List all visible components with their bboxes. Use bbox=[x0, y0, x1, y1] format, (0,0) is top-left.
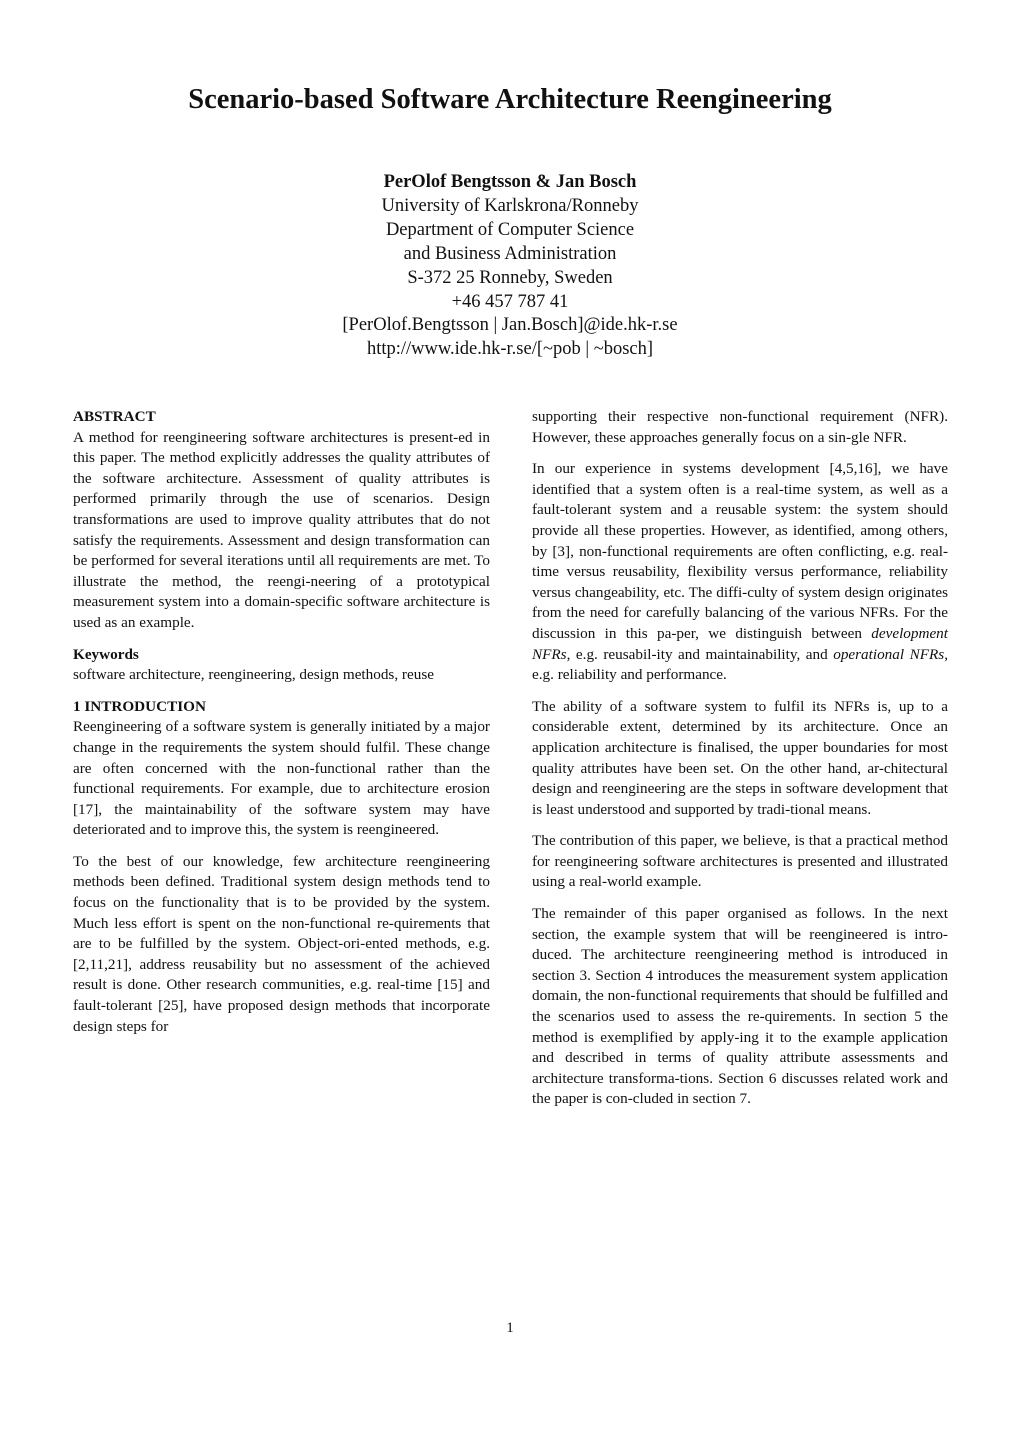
affiliation-address: S-372 25 Ronneby, Sweden bbox=[407, 267, 613, 288]
right-column bbox=[532, 407, 948, 1121]
intro-paragraph-3 bbox=[532, 459, 948, 686]
keywords-text: software architecture, reengineering, design methods, reuse bbox=[73, 666, 434, 684]
keywords-heading: Keywords bbox=[73, 645, 139, 663]
affiliation-url: http://www.ide.hk-r.se/[~pob | ~bosch] bbox=[366, 339, 654, 360]
intro-p3-end: , e.g. reliability and performance. bbox=[532, 645, 948, 684]
intro-p3-term-development-nfrs: development NFRs bbox=[532, 624, 948, 663]
intro-p3-mid: , e.g. reusabil-ity and maintainability, and bbox=[566, 645, 834, 663]
paper-title: Scenario-based Software Architecture Reengineering bbox=[188, 84, 832, 115]
affiliation-university: University of Karlskrona/Ronneby bbox=[381, 195, 639, 216]
author-names: PerOlof Bengtsson & Jan Bosch bbox=[383, 172, 637, 192]
affiliation-email: [PerOlof.Bengtsson | Jan.Bosch]@ide.hk-r.se bbox=[342, 315, 678, 336]
abstract-text: A method for reengineering software architectures is present-ed in this paper. The method explicitly addresses the quality attributes of the software architecture. Assessment of quality attributes is performed primarily through the use of scenarios. Design transformations are used to improve quality attributes that do not satisfy the requirements. Assessment and design transformation can be performed for several iterations until all requirements are met. To illustrate the method, the reengi-neering of a prototypical measurement system into a domain-specific software architecture is used as an example. bbox=[73, 428, 490, 631]
intro-p3-term-operational-nfrs: operational NFRs bbox=[833, 645, 945, 663]
affiliation-department: Department of Computer Science bbox=[385, 219, 635, 240]
intro-paragraph-6: The remainder of this paper organised as follows. In the next section, the example system that will be reengineered is intro-duced. The architecture reengineering method is introduced in section 3. Section 4 introduces the measurement system application domain, the non-functional requirements that should be fulfilled and the scenarios used to assess the re-quirements. In section 5 the method is exemplified by apply-ing it to the example application and described in terms of quality attribute assessments and architecture transforma-tions. Section 6 discusses related work and the paper is con-cluded in section 7. bbox=[532, 905, 948, 1108]
abstract-heading: ABSTRACT bbox=[73, 408, 156, 425]
affiliation-phone: +46 457 787 41 bbox=[451, 291, 569, 312]
intro-paragraph-2: To the best of our knowledge, few architecture reengineering methods been defined. Traditional system design methods tend to focus on the functionality that is to be provided by the system. Much less effort is spent on the non-functional re-quirements that are to be fulfilled by the system. Object-ori-ented methods, e.g. [2,11,21], address reusability but no assessment of the achieved result is done. Other research communities, e.g. real-time [15] and fault-tolerant [25], have proposed design methods that incorporate design steps for bbox=[73, 852, 490, 1035]
introduction-heading: 1 INTRODUCTION bbox=[73, 697, 206, 715]
affiliation-department-cont: and Business Administration bbox=[403, 243, 617, 264]
intro-paragraph-2-continued: supporting their respective non-functional requirement (NFR). However, these approaches generally focus on a sin-gle NFR. bbox=[532, 408, 948, 446]
left-column bbox=[73, 407, 490, 1048]
page-number: 1 bbox=[506, 1320, 514, 1336]
intro-paragraph-4: The ability of a software system to fulfil its NFRs is, up to a considerable extent, determined by its architecture. Once an application architecture is finalised, the upper boundaries for most quality attributes have been set. On the other hand, ar-chitectural design and reengineering are the steps in software development that is least understood and supported by tradi-tional means. bbox=[532, 697, 948, 818]
intro-paragraph-5: The contribution of this paper, we believe, is that a practical method for reengineering software architectures is presented and illustrated using a real-world example. bbox=[532, 832, 948, 891]
intro-p3-start: In our experience in systems development [4,5,16], we have identified that a system often is a real-time system, as well as a fault-tolerant system and a reusable system: the system should provide all these properties. However, as identified, among others, by [3], non-functional requirements are often conflicting, e.g. real-time versus reusability, flexibility versus performance, reliability versus changeability, etc. The diffi-culty of system design originates from the need for carefully balancing of the various NFRs. For the discussion in this pa-per, we distinguish between bbox=[532, 460, 948, 642]
author-block bbox=[0, 171, 1020, 362]
intro-paragraph-1: Reengineering of a software system is generally initiated by a major change in the requirements the system should fulfil. These change are often concerned with the non-functional rather than the functional requirements. For example, due to architecture erosion [17], the maintainability of the software system may have deteriorated and to improve this, the system is reengineered. bbox=[73, 718, 490, 839]
